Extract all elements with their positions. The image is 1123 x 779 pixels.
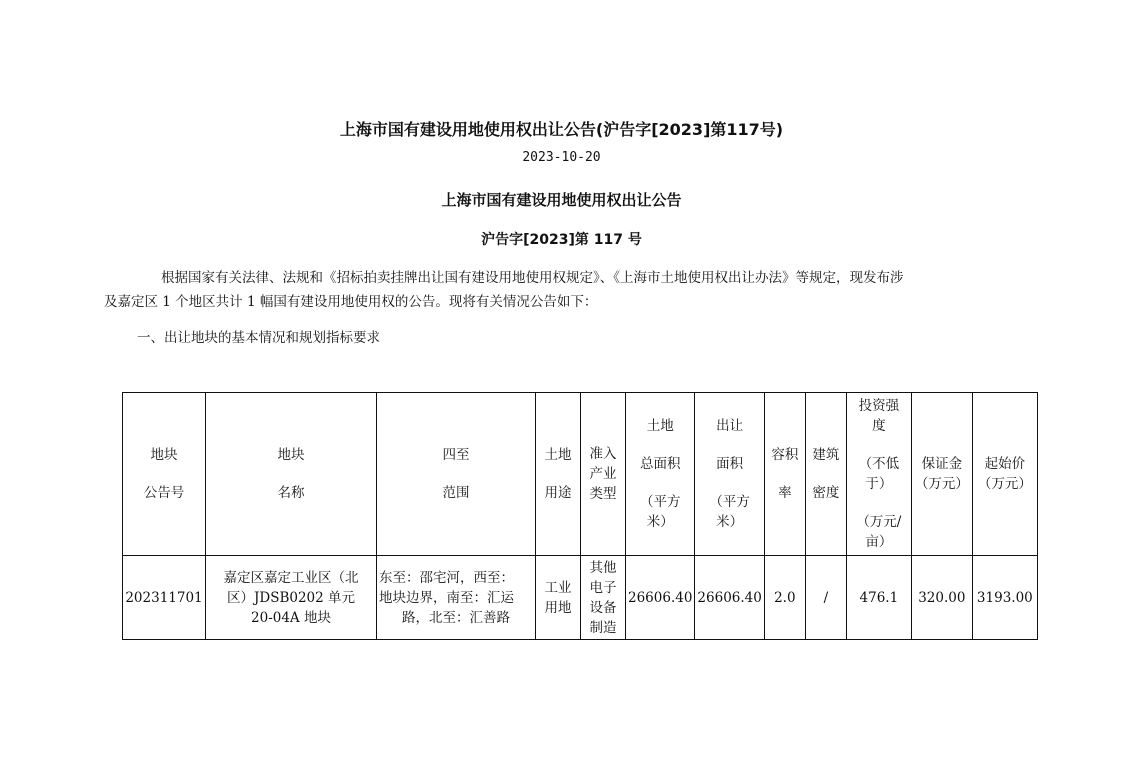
- header-industry-type: 准入 产业 类型: [581, 393, 626, 556]
- header-parcel-name: 地块 名称: [206, 393, 377, 556]
- header-boundaries: 四至 范围: [377, 393, 536, 556]
- header-deposit: 保证金 （万元）: [911, 393, 972, 556]
- header-plot-ratio: 容积 率: [764, 393, 805, 556]
- cell-deposit: 320.00: [911, 556, 972, 640]
- cell-parcel-code: 202311701: [123, 556, 206, 640]
- header-sale-area: 出让 面积 （平方 米）: [695, 393, 764, 556]
- document-title: 上海市国有建设用地使用权出让公告(沪告字[2023]第117号): [339, 120, 784, 139]
- header-total-area: 土地 总面积 （平方 米）: [626, 393, 695, 556]
- cell-investment-intensity: 476.1: [846, 556, 911, 640]
- cell-parcel-name: 嘉定区嘉定工业区（北 区）JDSB0202 单元 20-04A 地块: [206, 556, 377, 640]
- header-parcel-code: 地块 公告号: [123, 393, 206, 556]
- parcel-table: [122, 392, 1038, 640]
- header-investment-intensity: 投资强 度 （不低 于） （万元/ 亩）: [846, 393, 911, 556]
- cell-plot-ratio: 2.0: [764, 556, 805, 640]
- announcement-number: 沪告字[2023]第 117 号: [481, 232, 642, 248]
- cell-industry-type: 其他 电子 设备 制造: [581, 556, 626, 640]
- header-land-use: 土地 用途: [536, 393, 581, 556]
- header-building-density: 建筑 密度: [805, 393, 846, 556]
- header-start-price: 起始价 （万元）: [972, 393, 1037, 556]
- section-heading-1: 一、出让地块的基本情况和规划指标要求: [137, 330, 380, 346]
- cell-building-density: /: [805, 556, 846, 640]
- cell-sale-area: 26606.40: [695, 556, 764, 640]
- cell-total-area: 26606.40: [626, 556, 695, 640]
- cell-boundaries: 东至：邵宅河，西至： 地块边界，南至：汇运 路，北至：汇善路: [377, 556, 536, 640]
- cell-land-use: 工业 用地: [536, 556, 581, 640]
- table-row: [123, 556, 1038, 640]
- cell-start-price: 3193.00: [972, 556, 1037, 640]
- document-date: 2023-10-20: [522, 150, 601, 165]
- table-header-row: [123, 393, 1038, 556]
- intro-line-1: 根据国家有关法律、法规和《招标拍卖挂牌出让国有建设用地使用权规定》、《上海市土地使用权出让办法》等规定，现发布涉: [161, 270, 904, 286]
- intro-paragraph: [104, 266, 1029, 314]
- intro-line-2: 及嘉定区 1 个地区共计 1 幅国有建设用地使用权的公告。现将有关情况公告如下：: [104, 294, 598, 310]
- announcement-heading: 上海市国有建设用地使用权出让公告: [441, 191, 682, 209]
